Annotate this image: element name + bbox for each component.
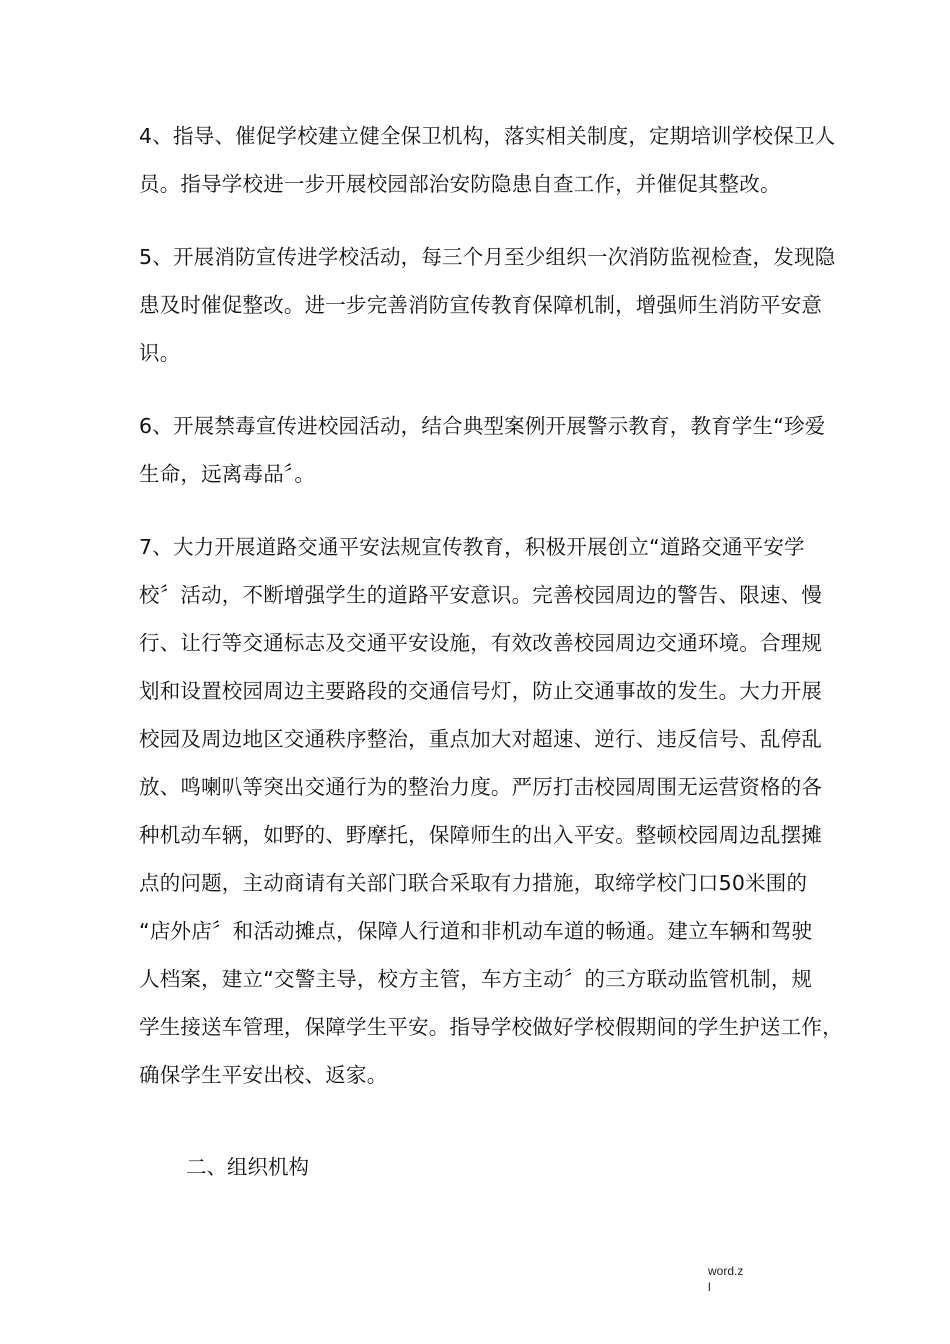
- paragraph-line: 点的问题，主动商请有关部门联合采取有力措施，取缔学校门口50米围的: [139, 871, 808, 895]
- paragraph-line: 校园及周边地区交通秩序整治，重点加大对超速、逆行、违反信号、乱停乱: [139, 727, 823, 751]
- paragraph-line: 划和设置校园周边主要路段的交通信号灯，防止交通事故的发生。大力开展: [139, 679, 823, 703]
- paragraph-line: 确保学生平安出校、返家。: [139, 1063, 388, 1087]
- paragraph-line: 生命，远离毒品〞。: [139, 462, 316, 486]
- paragraph-line: “店外店〞和活动摊点，保障人行道和非机动车道的畅通。建立车辆和驾驶: [139, 919, 813, 943]
- paragraph-line: 7、大力开展道路交通平安法规宣传教育，积极开展创立“道路交通平安学: [139, 535, 805, 559]
- footer-line: l: [708, 1280, 711, 1294]
- paragraph-item-5: [139, 233, 836, 377]
- paragraph-line: 识。: [139, 341, 181, 365]
- page-footer: [708, 1263, 768, 1295]
- paragraph-item-4: [139, 112, 836, 208]
- paragraph-line: 种机动车辆，如野的、野摩托，保障师生的出入平安。整顿校园周边乱摆摊: [139, 823, 823, 847]
- section-heading: 二、组织机构: [186, 1155, 309, 1179]
- paragraph-line: 患及时催促整改。进一步完善消防宣传教育保障机制，增强师生消防平安意: [139, 293, 823, 317]
- paragraph-line: 学生接送车管理，保障学生平安。指导学校做好学校假期间的学生护送工作，: [139, 1015, 843, 1039]
- paragraph-item-7: [139, 523, 843, 1099]
- paragraph-line: 4、指导、催促学校建立健全保卫机构，落实相关制度，定期培训学校保卫人: [139, 124, 836, 148]
- paragraph-line: 放、鸣喇叭等突出交通行为的整治力度。严厉打击校园周围无运营资格的各: [139, 775, 823, 799]
- paragraph-line: 行、让行等交通标志及交通平安设施，有效改善校园周边交通环境。合理规: [139, 631, 823, 655]
- paragraph-item-6: [139, 402, 829, 498]
- footer-line: word.z: [708, 1264, 744, 1278]
- paragraph-line: 员。指导学校进一步开展校园部治安防隐患自查工作，并催促其整改。: [139, 172, 781, 196]
- paragraph-line: 人档案，建立“交警主导，校方主管，车方主动〞的三方联动监管机制，规: [139, 967, 813, 991]
- paragraph-line: 5、开展消防宣传进学校活动，每三个月至少组织一次消防监视检查，发现隐: [139, 245, 836, 269]
- paragraph-line: 校〞活动，不断增强学生的道路平安意识。完善校园周边的警告、限速、慢: [139, 583, 823, 607]
- paragraph-line: 6、开展禁毒宣传进校园活动，结合典型案例开展警示教育，教育学生“珍爱: [139, 414, 826, 438]
